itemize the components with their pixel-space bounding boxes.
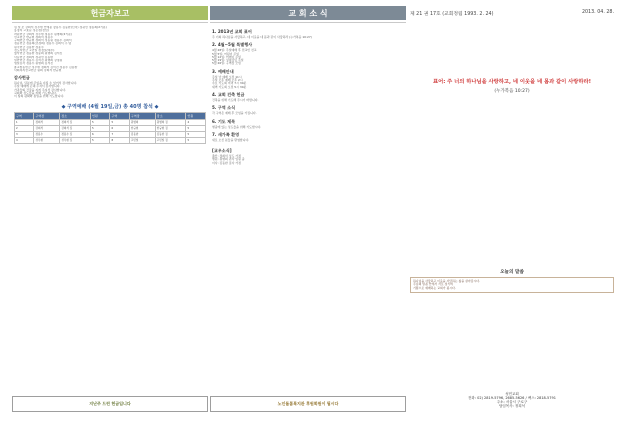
news-heading: 6. 기도 제목 — [212, 118, 236, 124]
news-line: 수요 기도회 저녁 7시 30분 — [212, 81, 247, 86]
table-cell: 정용수 — [34, 131, 60, 137]
news-line: 4월 28일: 주일예배 후 전교인 친교 — [212, 48, 257, 53]
table-cell: 정용수 집 — [60, 131, 91, 137]
table-header-cell: 인원 — [186, 112, 206, 119]
table-header-cell: 장소 — [155, 112, 186, 119]
news-line: 5월 12일: 어버이 주일 — [212, 54, 241, 59]
news-line: 5월 26일: 구역장 모임 — [212, 61, 241, 66]
verse-reference: (누가복음 10:27) — [494, 89, 530, 94]
table-cell: 5 — [186, 131, 206, 137]
left-footer — [12, 396, 208, 412]
table-cell: 5 — [110, 119, 129, 125]
news-line: 주일 오후 예배 오후 2시 — [212, 78, 243, 83]
contact-line: 성민교회 — [505, 391, 519, 396]
table-cell: 한규현 집 — [155, 125, 186, 131]
table-cell: 정희석 — [34, 119, 60, 125]
table-cell: 6 — [91, 131, 110, 137]
thanks-line: 하나님, 덕분에 주일을 지킬 수 있어서 감사합니다. — [14, 81, 78, 86]
middle-title: 교 회 소 식 — [288, 8, 328, 18]
table-cell: 7 — [110, 131, 129, 137]
table-cell: 원병희 집 — [155, 119, 186, 125]
member-news-line: 출산: 정희석 성도 가정 — [212, 154, 241, 159]
offering-line: 홍경지 고효순 성은정(전입) — [14, 29, 49, 33]
offering-line: 원직헌금 김용한 정용수 — [14, 45, 44, 49]
news-heading: 5. 구역 소식 — [212, 105, 236, 111]
member-news-line: 병원: 원병희 권사 입원 중 — [212, 157, 245, 162]
news-heading: 4. 교회 건축 헌금 — [212, 91, 245, 97]
issue-header — [410, 10, 614, 17]
table-cell: 6 — [110, 125, 129, 131]
table-cell: 5 — [186, 137, 206, 143]
offering-line: 정동헌금 정봉희(조정희) 정용수 김희석 주 명 — [14, 42, 72, 46]
right-panel — [410, 6, 614, 418]
offering-line: 자원헌금 강희석 성우현 정봉수 원병희(2기분) — [14, 32, 73, 36]
thanks-line: 가족들의 건강을 지켜 주셔서 감사합니다. — [14, 87, 67, 92]
table-cell: 성우현 집 — [60, 137, 91, 143]
table-cell: 원병희 — [129, 119, 155, 125]
table-cell: 5 — [91, 125, 110, 131]
prayer-line: 기쁨으로 예배하는 교회가 됩시다. — [413, 285, 456, 290]
table-cell: 3 — [15, 131, 34, 137]
table-row — [15, 137, 206, 143]
table-cell: 2 — [15, 125, 34, 131]
issue-number: 제 21 권 17호 (교회정립 1993. 2. 24) — [410, 12, 494, 17]
table-cell: 강희석 — [34, 125, 60, 131]
thanks-line: 이 땅의 평화와 통일을 위해 기도합니다. — [14, 94, 65, 99]
left-panel — [12, 6, 208, 418]
news-line: 건축을 위해 기도해 주시기 바랍니다. — [212, 97, 259, 102]
table-header-cell: 장소 — [60, 112, 91, 119]
news-heading: 7. 새가족 환영 — [212, 131, 240, 137]
table-cell: 고민일 집 — [155, 137, 186, 143]
middle-panel — [210, 6, 406, 418]
news-line: 5월 19일: 성령강림 주일 — [212, 58, 244, 63]
table-cell: 김동완 집 — [155, 131, 186, 137]
left-body — [12, 23, 208, 144]
table-header-cell: 구역 — [110, 112, 129, 119]
table-cell: 4 — [186, 119, 206, 125]
table-cell: 4 — [15, 137, 34, 143]
offering-line: 사회복지선교헌금 원희 강희석 한규현 — [14, 68, 62, 72]
offering-line: 전도지헌금 고민일 정경보(예수) — [14, 49, 55, 53]
table-cell: 5 — [91, 119, 110, 125]
table-header-cell: 구역 — [15, 112, 34, 119]
prayer-box — [410, 277, 614, 293]
prayer-title: 오늘의 말씀 — [500, 270, 524, 275]
contact-line: 전화: 02) 2819-5796, 2685-5626 / 팩스: 2818-5791 — [468, 395, 556, 400]
middle-footer-text: 노인돌봄복지관 후원회원이 됩시다 — [277, 401, 339, 406]
table-cell: 강희석 집 — [60, 125, 91, 131]
news-line: 각 구역은 예배 후 모임을 가집니다. — [212, 111, 257, 116]
left-footer-text: 지난주 드린 헌금입니다 — [89, 401, 131, 406]
offering-line: 십 일 조 강희석 성우현 안태용 장용수 김동완(신덕) 정귀선 정봉희(2기분) — [14, 26, 107, 29]
church-contact — [410, 392, 614, 408]
offering-line: 구제헌금 한규현 정희석 성동원 정용수 김희석 — [14, 39, 72, 43]
table-cell: 고민일 — [129, 137, 155, 143]
member-news-heading: [교우소식] — [212, 148, 232, 154]
thanks-line: 주일 예배에 은혜 주셔서 감사합니다. — [14, 84, 61, 89]
left-banner — [12, 6, 208, 20]
news-heading: 3. 예배안내 — [212, 68, 234, 74]
table-cell: 8 — [110, 137, 129, 143]
prayer-line: 하나님을 사랑하고 이웃을 사랑하는 삶을 살아갑시다. — [413, 279, 480, 283]
news-line: 주 너의 하나님을 사랑하고, 네 이웃을 네 몸과 같이 사랑하라 (누가복음 10:27) — [212, 35, 312, 39]
motto-verse: 표어: 주 너의 하나님을 사랑하고, 네 이웃을 네 몸과 같이 사랑하라! — [432, 79, 592, 85]
cell-group-table — [14, 112, 206, 144]
middle-footer — [210, 396, 406, 412]
contact-line: 주소: 서울시 구로구 — [496, 399, 528, 404]
offering-line: 월삭헌금 정동완 정봉희 원병희 김석진 — [14, 52, 63, 56]
thanks-line: 교회와 성도들을 위해 기도합니다. — [14, 91, 57, 96]
news-heading: 1. 2013년 교회 표어 — [212, 29, 252, 34]
news-heading: 2. 4월~5월 특별행사 — [212, 42, 253, 48]
offering-line: 선교헌금 한규현 정희석 정용수 — [14, 35, 54, 39]
news-line: 5월 5일: 어린이 주일 — [212, 51, 239, 56]
table-header — [15, 112, 206, 119]
member-news-line: 이사: 김동완 집사 가정 — [212, 160, 241, 165]
contact-line: 담임목사: 정희석 — [499, 403, 525, 408]
left-title: 헌금자보고 — [90, 8, 130, 18]
middle-body — [210, 23, 406, 165]
table-cell: 5 — [186, 125, 206, 131]
news-line: 주일 낮 예배 오전 11시 — [212, 74, 242, 79]
offering-line: 일반헌금 정용수 김석진 원병희 강정원 — [14, 58, 63, 62]
news-line: 새벽 기도회 오전 5시 30분 — [212, 84, 247, 89]
news-line: 병중에 있는 성도들을 위해 기도합시다. — [212, 124, 262, 129]
table-cell: 5 — [91, 137, 110, 143]
offering-line: 생일감사 정봉수 원병희 김석진 — [14, 62, 54, 66]
issue-date: 2013. 04. 28. — [581, 10, 614, 15]
table-cell: 한규현 — [129, 125, 155, 131]
prayer-line: 주님의 말씀 안에서 서로 섬기며 — [413, 282, 453, 287]
table-cell: 성우현 — [34, 137, 60, 143]
table-cell: 김동완 — [129, 131, 155, 137]
offering-line: 사순헌금 정희석 정귀선 김동완 — [14, 55, 54, 59]
middle-banner — [210, 6, 406, 20]
table-cell: 정희석 집 — [60, 119, 91, 125]
offering-line: 종교합동헌금 성우현 정희석 김석진 정용수 김용완 — [14, 65, 78, 69]
hymn-title: ◆ 구역예배 (4월 19일,금) 총 40명 참석 ◆ — [61, 103, 159, 110]
news-line: 새로 오신 분들을 환영합니다. — [212, 137, 250, 142]
thanks-heading: 감사헌금 — [14, 75, 30, 81]
table-header-cell: 구역장 — [34, 112, 60, 119]
table-cell: 1 — [15, 119, 34, 125]
table-header-cell: 구역장 — [129, 112, 155, 119]
table-header-cell: 인원 — [91, 112, 110, 119]
